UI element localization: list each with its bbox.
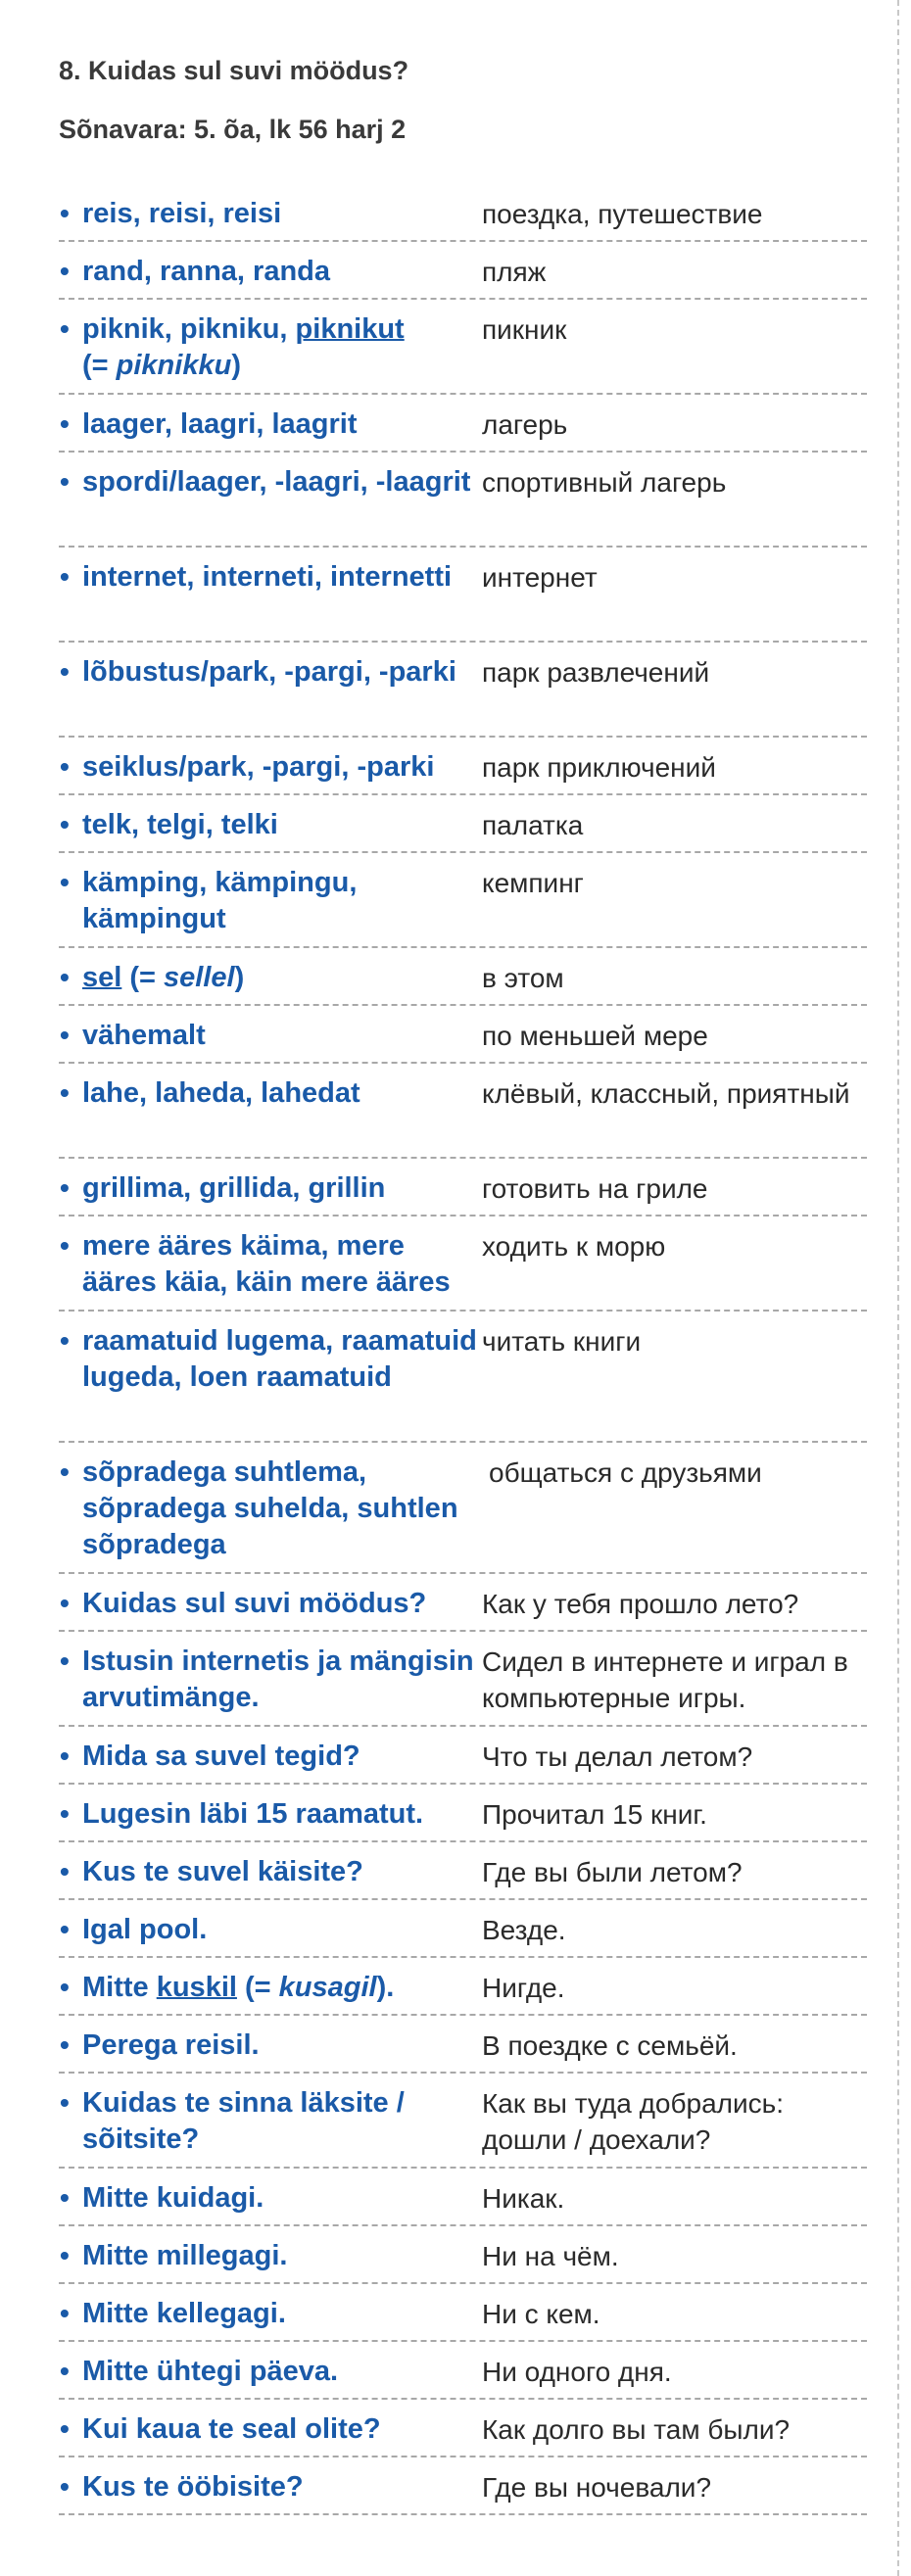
estonian-term: mere ääres käima, mere ääres käia, käin mere ääres xyxy=(82,1230,451,1298)
estonian-term xyxy=(59,311,480,382)
bullet: • xyxy=(60,1230,70,1261)
term-italic: sellel xyxy=(164,962,235,993)
vocab-row xyxy=(59,948,867,1006)
russian-translation: кемпинг xyxy=(482,868,584,898)
russian-translation: палатка xyxy=(482,810,584,840)
vocab-row xyxy=(59,1216,867,1312)
vocab-row xyxy=(59,1312,867,1443)
vocab-row xyxy=(59,1842,867,1900)
vocab-row xyxy=(59,1064,867,1159)
vocab-row xyxy=(59,1006,867,1064)
vocab-row xyxy=(59,242,867,300)
bullet: • xyxy=(60,313,70,344)
term-underlined: kuskil xyxy=(156,1972,237,2003)
russian-translation: пляж xyxy=(482,257,547,287)
russian-translation: лагерь xyxy=(482,409,568,440)
estonian-term: lõbustus/park, -pargi, -parki xyxy=(82,656,456,688)
vocabulary-list xyxy=(59,184,867,2515)
bullet: • xyxy=(60,1856,70,1886)
estonian-term: laager, laagri, laagrit xyxy=(82,408,358,440)
russian-translation: Ни с кем. xyxy=(482,2299,600,2329)
bullet: • xyxy=(60,408,70,439)
estonian-term: Perega reisil. xyxy=(82,2029,260,2061)
vocab-row xyxy=(59,1443,867,1574)
estonian-term: Mida sa suvel tegid? xyxy=(82,1741,360,1772)
russian-translation: Что ты делал летом? xyxy=(482,1741,753,1772)
estonian-term: Kus te suvel käisite? xyxy=(82,1856,363,1887)
vocab-row xyxy=(59,1159,867,1216)
bullet: • xyxy=(60,1456,70,1487)
estonian-term: Istusin internetis ja mängisin arvutimänge. xyxy=(82,1646,474,1713)
estonian-term: Kui kaua te seal olite? xyxy=(82,2413,381,2445)
estonian-term xyxy=(59,1970,480,2003)
estonian-term: raamatuid lugema, raamatuid lugeda, loen raamatuid xyxy=(82,1325,477,1393)
vocab-row xyxy=(59,1632,867,1727)
russian-translation: ходить к морю xyxy=(482,1231,666,1262)
term-italic: kusagil xyxy=(278,1972,377,2003)
russian-translation: поездка, путешествие xyxy=(482,199,763,229)
russian-translation: Никак. xyxy=(482,2183,565,2214)
russian-translation: Как у тебя прошло лето? xyxy=(482,1589,799,1619)
vocab-row xyxy=(59,795,867,853)
bullet: • xyxy=(60,2413,70,2444)
vocab-row xyxy=(59,2457,867,2515)
russian-translation: Ни одного дня. xyxy=(482,2357,672,2387)
bullet: • xyxy=(60,1020,70,1050)
russian-translation: В поездке с семьёй. xyxy=(482,2030,738,2061)
estonian-term: kämping, kämpingu, kämpingut xyxy=(82,867,358,934)
page-edge-dashed-line xyxy=(897,0,899,2576)
estonian-term: Kuidas te sinna läksite / sõitsite? xyxy=(82,2087,405,2155)
estonian-term: internet, interneti, internetti xyxy=(82,561,453,593)
bullet: • xyxy=(60,2298,70,2328)
bullet: • xyxy=(60,1972,70,2002)
term-part: piknik, pikniku, xyxy=(82,313,296,345)
russian-translation: читать книги xyxy=(482,1326,642,1357)
term-part: ) xyxy=(234,962,245,993)
russian-translation: Как вы туда добрались: дошли / доехали? xyxy=(482,2088,785,2155)
russian-translation: парк развлечений xyxy=(482,657,710,688)
russian-translation: Прочитал 15 книг. xyxy=(482,1799,707,1830)
bullet: • xyxy=(60,561,70,592)
bullet: • xyxy=(60,751,70,782)
russian-translation: Ни на чём. xyxy=(482,2241,619,2271)
term-part: (= xyxy=(121,962,165,993)
estonian-term xyxy=(59,960,480,993)
russian-translation: Где вы ночевали? xyxy=(482,2472,712,2503)
bullet: • xyxy=(60,1588,70,1618)
russian-translation: пикник xyxy=(482,314,567,345)
estonian-term: Mitte kellegagi. xyxy=(82,2298,286,2329)
bullet: • xyxy=(60,2240,70,2270)
russian-translation: Где вы были летом? xyxy=(482,1857,743,1887)
vocab-row xyxy=(59,853,867,948)
bullet: • xyxy=(60,656,70,687)
estonian-term: Mitte kuidagi. xyxy=(82,2182,264,2214)
term-part: ) xyxy=(231,350,241,381)
bullet: • xyxy=(60,1325,70,1356)
bullet: • xyxy=(60,466,70,497)
estonian-term: seiklus/park, -pargi, -parki xyxy=(82,751,435,783)
vocab-row xyxy=(59,2284,867,2342)
russian-translation: Как долго вы там были? xyxy=(482,2414,791,2445)
russian-translation: по меньшей мере xyxy=(482,1021,708,1051)
bullet: • xyxy=(60,2356,70,2386)
bullet: • xyxy=(60,198,70,228)
page-title: 8. Kuidas sul suvi möödus? xyxy=(59,56,409,85)
vocab-row xyxy=(59,1727,867,1785)
bullet: • xyxy=(60,2029,70,2060)
term-underlined: sel xyxy=(82,962,122,993)
term-part: Mitte xyxy=(82,1972,157,2003)
russian-translation: Нигде. xyxy=(482,1973,565,2003)
estonian-term: sõpradega suhtlema, sõpradega suhelda, suhtlen sõpradega xyxy=(82,1456,458,1560)
bullet: • xyxy=(60,1741,70,1771)
vocab-row xyxy=(59,184,867,242)
bullet: • xyxy=(60,256,70,286)
russian-translation: Сидел в интернете и играл в компьютерные игры. xyxy=(482,1646,848,1713)
estonian-term: lahe, laheda, lahedat xyxy=(82,1077,360,1109)
estonian-term: reis, reisi, reisi xyxy=(82,198,282,229)
estonian-term: Kuidas sul suvi möödus? xyxy=(82,1588,427,1619)
term-underlined: piknikut xyxy=(295,313,405,345)
bullet: • xyxy=(60,1798,70,1829)
estonian-term: grillima, grillida, grillin xyxy=(82,1172,386,1204)
bullet: • xyxy=(60,1077,70,1108)
estonian-term: Mitte ühtegi päeva. xyxy=(82,2356,339,2387)
term-part: ). xyxy=(376,1972,395,2003)
russian-translation: интернет xyxy=(482,562,598,593)
vocab-row xyxy=(59,453,867,548)
vocab-row xyxy=(59,395,867,453)
vocab-row xyxy=(59,2169,867,2226)
term-part: (= xyxy=(236,1972,279,2003)
bullet: • xyxy=(60,2087,70,2118)
vocab-row xyxy=(59,1574,867,1632)
vocab-row xyxy=(59,2016,867,2074)
bullet: • xyxy=(60,1172,70,1203)
estonian-term: spordi/laager, -laagri, -laagrit xyxy=(82,466,471,498)
russian-translation: в этом xyxy=(482,963,564,993)
bullet: • xyxy=(60,962,70,992)
russian-translation: спортивный лагерь xyxy=(482,467,727,498)
vocab-row xyxy=(59,738,867,795)
russian-translation: парк приключений xyxy=(482,752,716,783)
vocab-row xyxy=(59,643,867,738)
vocab-row xyxy=(59,2342,867,2400)
bullet: • xyxy=(60,2182,70,2213)
vocab-row xyxy=(59,2074,867,2169)
estonian-term: Lugesin läbi 15 raamatut. xyxy=(82,1798,424,1830)
bullet: • xyxy=(60,1646,70,1676)
estonian-term: telk, telgi, telki xyxy=(82,809,278,840)
bullet: • xyxy=(60,867,70,897)
estonian-term: rand, ranna, randa xyxy=(82,256,331,287)
vocab-row xyxy=(59,1900,867,1958)
vocab-row xyxy=(59,2226,867,2284)
vocab-row xyxy=(59,1958,867,2016)
term-italic: piknikku xyxy=(116,350,232,381)
estonian-term: Mitte millegagi. xyxy=(82,2240,288,2271)
bullet: • xyxy=(60,809,70,839)
vocab-row xyxy=(59,1785,867,1842)
estonian-term: Igal pool. xyxy=(82,1914,208,1945)
russian-translation: общаться с друзьями xyxy=(489,1457,762,1488)
vocab-row xyxy=(59,548,867,643)
estonian-term: Kus te ööbisite? xyxy=(82,2471,304,2503)
estonian-term: vähemalt xyxy=(82,1020,206,1051)
russian-translation: готовить на гриле xyxy=(482,1173,708,1204)
bullet: • xyxy=(60,2471,70,2502)
vocab-row xyxy=(59,2400,867,2457)
term-part: (= xyxy=(82,350,117,381)
page-subtitle: Sõnavara: 5. õa, lk 56 harj 2 xyxy=(59,115,407,144)
russian-translation: Везде. xyxy=(482,1915,566,1945)
bullet: • xyxy=(60,1914,70,1944)
vocab-row xyxy=(59,300,867,395)
russian-translation: клёвый, классный, приятный xyxy=(482,1078,850,1109)
